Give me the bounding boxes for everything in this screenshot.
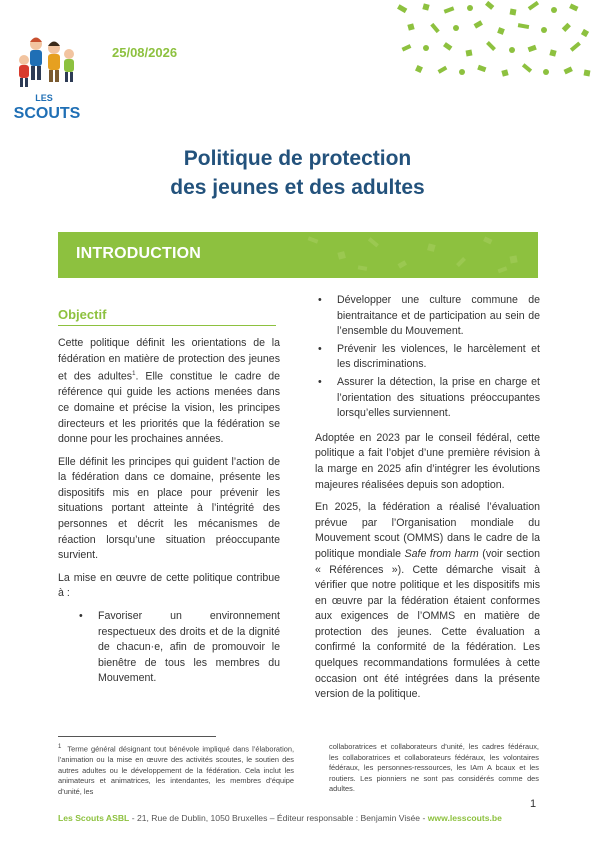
paragraph: Cette politique définit les orientations de la fédération en matière de protection des jeunes et des adultes$^1$. Elle constitue le cadre de référence qui guide les actions menées dans ce domaine et précise la vision, les principes directeurs et les priorités que la fédération se donne pour les prochaines années.	[58, 337, 280, 446]
paragraph: Elle définit les principes qui guident l’action de la fédération dans ce domaine, présente les dispositifs mis en place pour prévenir les situations portant atteinte à l’intégrité des personnes et décrit les mécanismes de réaction lorsqu’une situation préoccupante survient.	[58, 455, 280, 562]
footnote-right: collaboratrices et collaborateurs d’unité, les cadres fédéraux, les collaboratrices et collaborateurs fédéraux, les volontaires fédéraux, les personnes-ressources, les IAm A bcaux et les routiers. Les pionniers ne sont pas considérés comme des adultes.	[329, 742, 539, 794]
footer-org: Les Scouts ASBL	[58, 813, 130, 823]
svg-text:LES: LES	[35, 93, 53, 103]
left-column	[58, 336, 280, 689]
bullet-icon: •	[318, 342, 322, 355]
footnote-reference: 1	[132, 371, 136, 378]
paragraph: Adoptée en 2023 par le conseil fédéral, cette politique a fait l’objet d’une première révision à la marge en 2025 afin d’intégrer les évolutions majeures réalisées depuis son adoption.	[315, 431, 540, 491]
list-item: • Favoriser un environnement respectueux des droits et de la dignité de chacun·e, afin de promouvoir le bienêtre de tous les membres du Mouvement.	[79, 610, 280, 685]
list-item: • Assurer la détection, la prise en charge et l’orientation des situations préoccupantes lorsqu’elles surviennent.	[318, 375, 540, 420]
decorative-confetti	[378, 0, 595, 88]
footnote-separator	[58, 736, 216, 737]
list-item: • Prévenir les violences, le harcèlement et les discriminations.	[318, 342, 540, 371]
les-scouts-logo	[14, 34, 82, 126]
bullet-list	[315, 293, 540, 422]
page-title-line-1: Politique de protection	[183, 147, 412, 170]
page-title-line-2: des jeunes et des adultes	[170, 176, 425, 199]
footer-website-link[interactable]: www.lesscouts.be	[427, 813, 502, 823]
section-band	[58, 232, 538, 278]
right-column	[315, 293, 540, 710]
section-band-title: INTRODUCTION	[76, 245, 202, 262]
document-date: 25/08/2026	[112, 45, 178, 60]
page-footer	[58, 813, 540, 823]
bullet-icon: •	[318, 294, 322, 306]
bullet-icon: •	[318, 375, 322, 388]
svg-text:SCOUTS: SCOUTS	[14, 105, 81, 122]
list-item: • Développer une culture commune de bientraitance et de participation au sein de l’ensemble du Mouvement.	[318, 294, 540, 338]
footer-address: - 21, Rue de Dublin, 1050 Bruxelles – Éditeur responsable : Benjamin Visée -	[129, 813, 428, 823]
paragraph: En 2025, la fédération a réalisé l’évaluation prévue par l’Organisation mondiale du Mouvement scout (OMMS) dans le cadre de la politique mondiale Safe from harm (voir section « Références »). Cette démarche visait à vérifier que notre politique et les dispositifs mis en œuvre par la fédération étaient conformes aux exigences de l’OMMS en matière de protection des jeunes. Cette évaluation a confirmé la conformité de la fédération. Les quelques recommandations formulées à cette occasion ont été intégrées dans la présente version de la politique.	[315, 501, 540, 701]
page-number: 1	[530, 798, 537, 810]
paragraph: La mise en œuvre de cette politique contribue à :	[58, 571, 280, 600]
subsection-heading: Objectif	[58, 307, 276, 326]
bullet-list	[58, 609, 280, 687]
footnote-left: $^1$ Terme général désignant tout bénévole impliqué dans l’élaboration, l’animation ou la mise en œuvre des activités scoutes, le soutien des autres adultes ou le développement de la fédération. Cela inclut les animateurs et animatrices, les intendantes, les membres d’équipe d’unité, les	[58, 744, 294, 796]
bullet-icon: •	[79, 610, 83, 623]
